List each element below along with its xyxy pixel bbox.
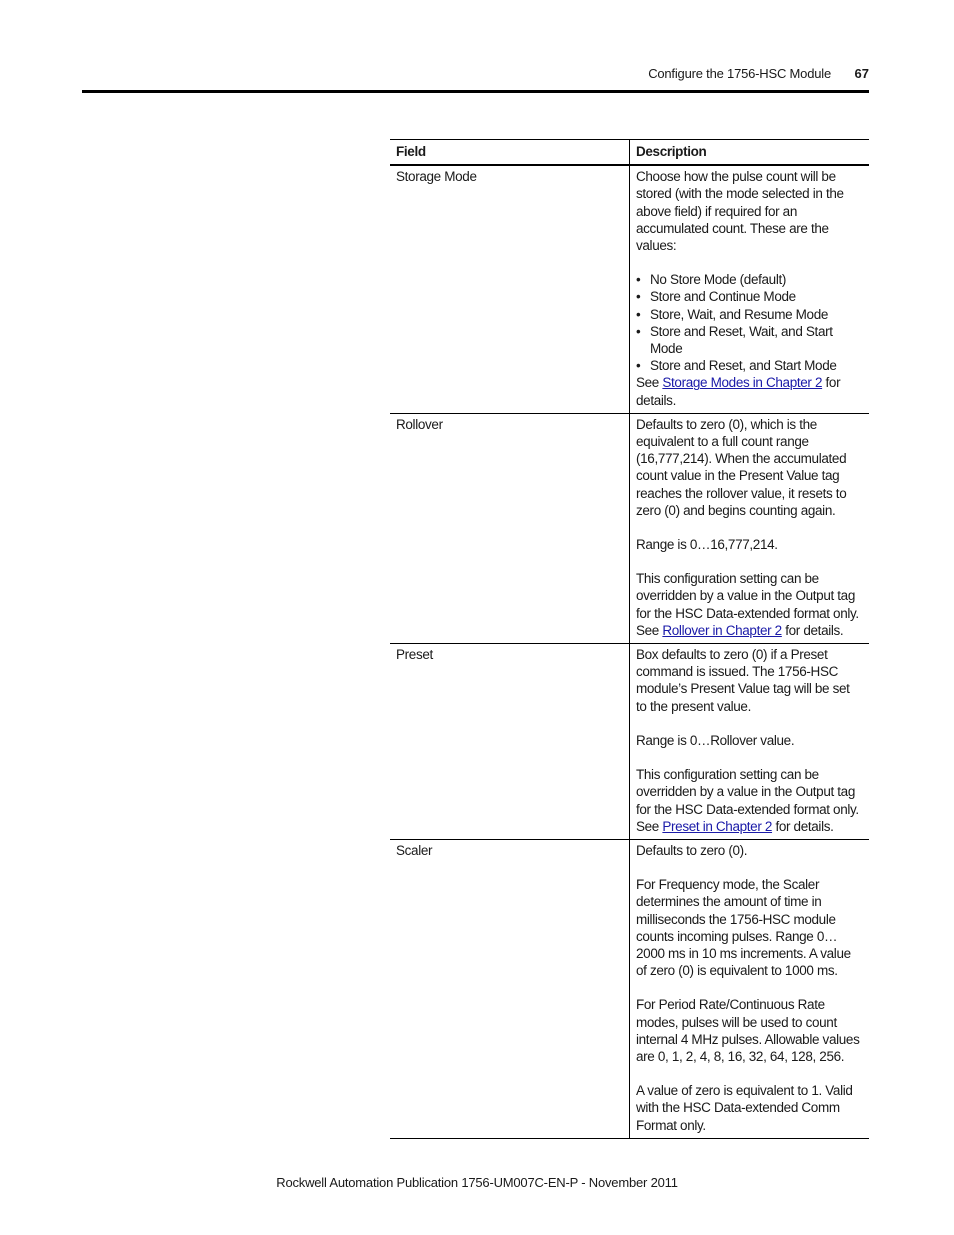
field-cell: Rollover [390, 413, 630, 643]
zero-value-text: A value of zero is equivalent to 1. Valid with the HSC Data-extended Comm Format only. [636, 1083, 853, 1133]
page-number: 67 [854, 66, 869, 81]
override-text: This configuration setting can be overridden by a value in the Output tag for the HSC Data-extended format only. See Rollover in Chapter 2 for details. [636, 571, 859, 638]
description-text: Box defaults to zero (0) if a Preset command is issued. The 1756-HSC module’s Present Value tag will be set to the present value. [636, 647, 850, 714]
header-title: Configure the 1756-HSC Module [648, 66, 831, 81]
table-row-rollover [390, 413, 869, 643]
table-row-scaler [390, 839, 869, 1138]
rollover-link[interactable]: Rollover in Chapter 2 [662, 622, 782, 638]
description-text: Defaults to zero (0), which is the equivalent to a full count range (16,777,214). When the accumulated count value in the Present Value tag reaches the rollover value, it resets to zero (0) and begins counting again. [636, 416, 847, 518]
description-cell [630, 839, 870, 1138]
column-header-description: Description [630, 140, 870, 166]
field-cell: Scaler [390, 839, 630, 1138]
column-header-field: Field [390, 140, 630, 166]
field-description-table [390, 139, 869, 1139]
list-item: • Store, Wait, and Resume Mode [636, 306, 863, 323]
description-cell [630, 644, 870, 840]
description-cell [630, 413, 870, 643]
period-rate-text: For Period Rate/Continuous Rate modes, pulses will be used to count internal 4 MHz pulses. Allowable values are 0, 1, 2, 4, 8, 16, 32, 64, 128, 256. [636, 997, 860, 1064]
list-item: • Store and Continue Mode [636, 288, 863, 305]
description-cell [630, 165, 870, 413]
storage-modes-link[interactable]: Storage Modes in Chapter 2 [662, 375, 823, 391]
range-text: Range is 0…16,777,214. [636, 537, 778, 553]
storage-mode-list [636, 271, 863, 374]
table-row-preset [390, 644, 869, 840]
table-row-storage-mode [390, 165, 869, 413]
list-item: • Store and Reset, and Start Mode [636, 357, 863, 374]
override-text: This configuration setting can be overridden by a value in the Output tag for the HSC Data-extended format only. See Preset in Chapter 2 for details. [636, 767, 859, 834]
description-text: Choose how the pulse count will be stored (with the mode selected in the above field) if required for an accumulated count. These are the values: [636, 169, 844, 254]
page-header [82, 64, 869, 93]
field-cell: Preset [390, 644, 630, 840]
description-text: Defaults to zero (0). [636, 842, 748, 858]
list-item: • Store and Reset, Wait, and Start Mode [636, 323, 863, 357]
preset-link[interactable]: Preset in Chapter 2 [662, 818, 773, 834]
see-reference: See Storage Modes in Chapter 2 for details. [636, 375, 841, 408]
list-item: • No Store Mode (default) [636, 271, 863, 288]
range-text: Range is 0…Rollover value. [636, 732, 795, 748]
table-header-row [390, 140, 869, 166]
page-footer: Rockwell Automation Publication 1756-UM007C-EN-P - November 2011 [276, 1175, 678, 1190]
field-cell: Storage Mode [390, 165, 630, 413]
frequency-mode-text: For Frequency mode, the Scaler determines the amount of time in milliseconds the 1756-HSC module counts incoming pulses. Range 0…2000 ms in 10 ms increments. A value of zero (0) is equivalent to 1000 ms. [636, 877, 851, 979]
